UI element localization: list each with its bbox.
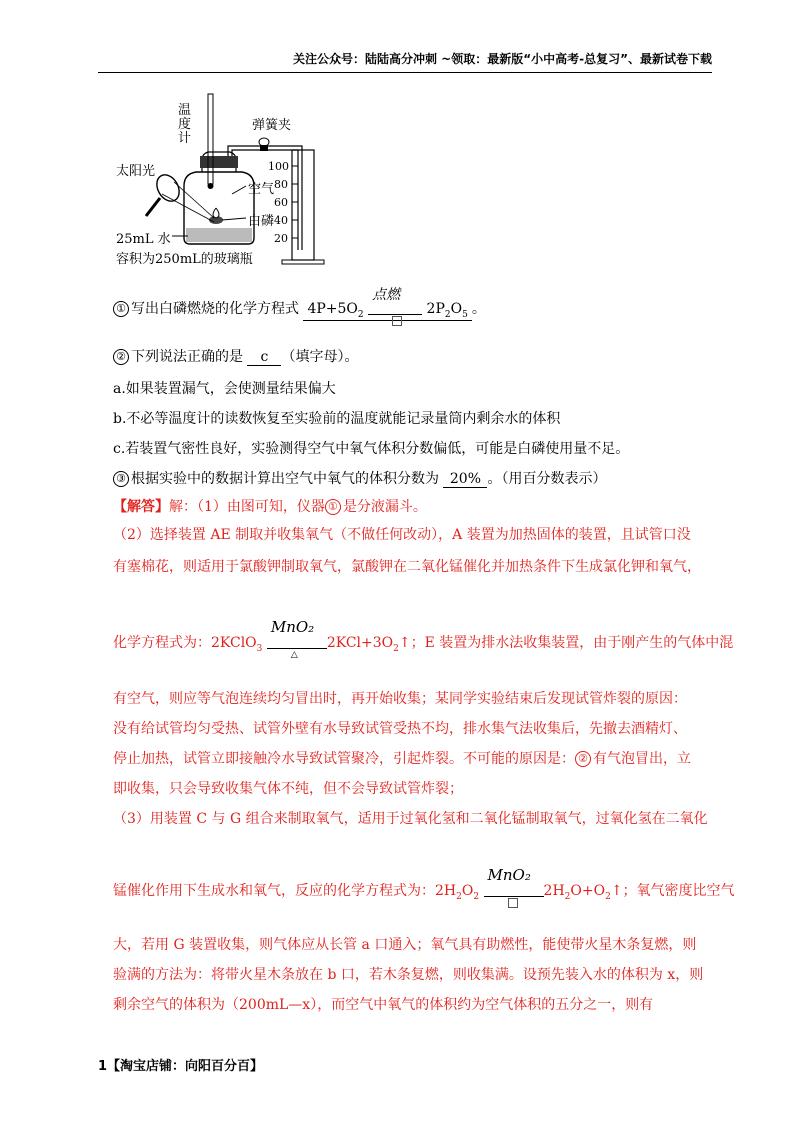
answer-line-13: 剩余空气的体积为（200mL—x），而空气中氧气的体积约为空气体积的五分之一，则有 (113, 997, 654, 1013)
answer-line-8: 即收集，只会导致收集气体不纯，但不会导致试管炸裂； (113, 781, 463, 797)
answer-line-5: 有空气，则应等气泡连续均匀冒出时，再开始收集；某同学实验结束后发现试管炸裂的原因： (113, 691, 687, 707)
answer-line-11: 大，若用 G 装置收集，则气体应从长管 a 口通入；氧气具有助燃性，能使带火星木条复燃，则 (113, 937, 697, 953)
q1-answer: $4P+5O_2$ 点燃 $2P_2O_5$ (303, 301, 471, 321)
answer-line-12: 验满的方法为：将带火星木条放在 b 口，若木条复燃，则收集满。设预先装入水的体积为 x，则 (113, 967, 704, 983)
q3-answer: 20% (443, 471, 487, 488)
answer-line-2: （2）选择装置 AE 制取并收集氧气（不做任何改动），A 装置为加热固体的装置，且试管口没 (113, 527, 691, 543)
apparatus-figure (112, 90, 342, 270)
answer-line-7: 停止加热，试管立即接触冷水导致试管聚冷，引起炸裂。不可能的原因是： ② 有气泡冒出，立 (113, 751, 691, 767)
bottle-label: 容积为250mL的玻璃瓶 (116, 252, 253, 267)
cylinder-ticks: 100 80 60 40 20 (268, 160, 289, 245)
page-header: 关注公众号：陆陆高分冲刺 ~领取：最新版“小中高考-总复习”、最新试卷下载 (98, 50, 712, 73)
answer-equation-2: 锰催化作用下生成水和氧气，反应的化学方程式为：$2H_2O_2$ MnO₂ $2H_2O+O_2↑$；氧气密度比空气 (113, 880, 735, 902)
answer-line-1: 【解答】解：（1）由图可知，仪器 ① 是分液漏斗。 (113, 499, 427, 515)
question-2: ② 下列说法正确的是 c （填字母）。 (113, 346, 358, 366)
sunlight-label: 太阳光 (116, 164, 156, 179)
question-1: ① 写出白磷燃烧的化学方程式 $4P+5O_2$ 点燃 $2P_2O_5$ 。 (113, 298, 486, 321)
thermometer-label: 温 度 计 (178, 103, 192, 146)
answer-line-9: （3）用装置 C 与 G 组合来制取氧气，适用于过氧化氢和二氧化锰制取氧气，过氧化氢在二氧化 (113, 811, 708, 827)
clamp-label: 弹簧夹 (252, 118, 292, 133)
option-c: c.若装置气密性良好，实验测得空气中氧气体积分数偏低，可能是白磷使用量不足。 (113, 441, 630, 457)
water-label: 25mL 水 (116, 232, 171, 247)
option-a: a.如果装置漏气，会使测量结果偏大 (113, 381, 336, 397)
air-label: 空气 (248, 182, 275, 197)
page-footer: 1【淘宝店铺：向阳百分百】 (98, 1059, 264, 1074)
answer-tag: 【解答】 (113, 499, 169, 515)
answer-line-6: 没有给试管均匀受热、试管外壁有水导致试管受热不均，排水集气法收集后，先撤去酒精灯、 (113, 721, 687, 737)
answer-equation-1: 化学方程式为：2KClO$_3$ MnO₂ △ $2KCl+3O_2↑$；E 装置为排水法收集装置，由于刚产生的气体中混 (113, 617, 734, 660)
phosphorus-label: 白磷 (248, 214, 275, 229)
option-b: b.不必等温度计的读数恢复至实验前的温度就能记录量筒内剩余水的体积 (113, 411, 561, 427)
answer-line-3: 有塞棉花，则适用于氯酸钾制取氧气，氯酸钾在二氧化锰催化并加热条件下生成氯化钾和氧气， (113, 559, 701, 575)
q2-answer: c (247, 349, 281, 366)
question-3: ③ 根据实验中的数据计算出空气中氧气的体积分数为 20% 。（用百分数表示） (113, 468, 606, 488)
